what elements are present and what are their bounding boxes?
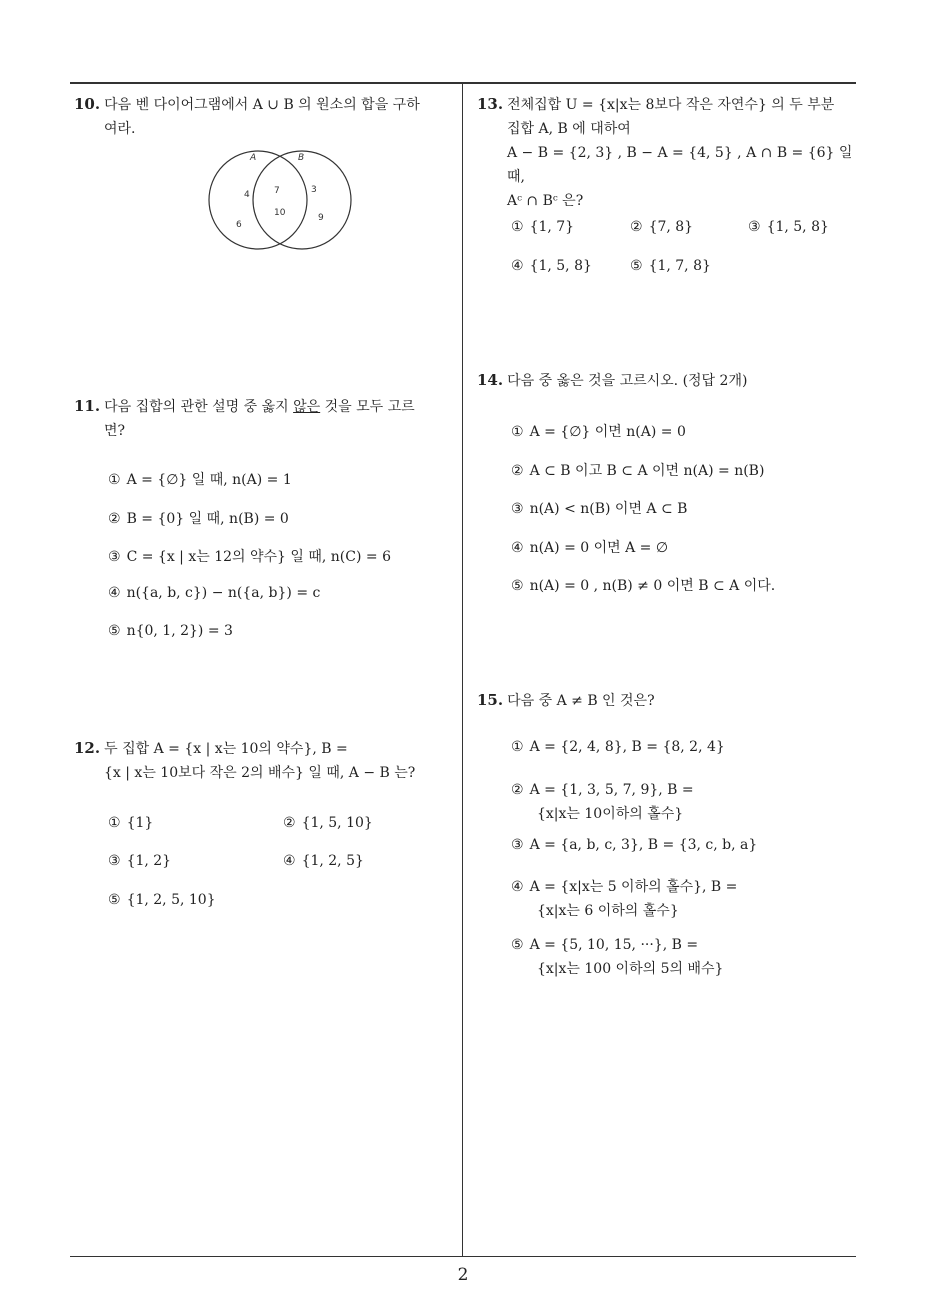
venn-value: 4	[244, 190, 250, 200]
option-marker: ⑤	[108, 892, 121, 908]
option-marker: ①	[511, 219, 524, 235]
question-13	[477, 92, 857, 213]
column-divider	[462, 82, 463, 1257]
option-marker: ②	[108, 511, 121, 527]
question-number: 13.	[477, 95, 504, 113]
option-3[interactable]	[511, 837, 757, 853]
option-text: {1, 7}	[529, 219, 575, 235]
question-text-cont: 집합 A, B 에 대하여	[507, 121, 631, 137]
option-marker: ④	[511, 879, 524, 895]
question-11	[74, 394, 459, 443]
question-text-cont: Aᶜ ∩ Bᶜ 은?	[507, 193, 584, 209]
option-text: {1, 5, 8}	[766, 219, 829, 235]
question-number: 12.	[74, 739, 101, 757]
option-4[interactable]	[511, 537, 668, 557]
option-marker: ④	[511, 540, 524, 556]
option-text-cont: {x|x는 100 이하의 5의 배수}	[537, 961, 724, 977]
option-marker: ①	[511, 739, 524, 755]
option-5[interactable]	[108, 892, 216, 908]
option-2[interactable]	[511, 778, 694, 826]
set-a-circle	[209, 151, 307, 249]
top-rule	[70, 82, 856, 84]
question-12	[74, 736, 459, 785]
option-text: n(A) = 0 이면 A = ∅	[529, 540, 669, 556]
option-marker: ②	[630, 219, 643, 235]
question-text: 다음 벤 다이어그램에서 A ∪ B 의 원소의 합을 구하	[104, 97, 420, 113]
venn-value: 10	[274, 208, 286, 218]
option-2[interactable]	[108, 508, 289, 528]
option-4[interactable]	[108, 585, 320, 601]
option-4[interactable]	[283, 853, 364, 869]
venn-value: 9	[318, 213, 324, 223]
option-text: {1, 2, 5}	[301, 853, 364, 869]
option-text: C = {x | x는 12의 약수} 일 때, n(C) = 6	[126, 549, 391, 565]
option-2[interactable]	[283, 815, 373, 831]
question-10	[74, 92, 459, 141]
question-text: 전체집합 U = {x|x는 8보다 작은 자연수} 의 두 부분	[507, 97, 835, 113]
option-2[interactable]	[511, 460, 764, 480]
option-marker: ④	[511, 258, 524, 274]
option-marker: ④	[283, 853, 296, 869]
option-marker: ④	[108, 585, 121, 601]
option-text: n(A) < n(B) 이면 A ⊂ B	[529, 501, 688, 517]
option-text: A = {∅} 일 때, n(A) = 1	[126, 472, 292, 488]
option-text-cont: {x|x는 10이하의 홀수}	[537, 806, 684, 822]
question-number: 11.	[74, 397, 101, 415]
option-3[interactable]	[511, 498, 687, 518]
question-14	[477, 368, 857, 393]
question-text: 다음 중 옳은 것을 고르시오. (정답 2개)	[507, 373, 748, 389]
venn-value: 3	[311, 185, 317, 195]
option-text: {1, 5, 10}	[301, 815, 373, 831]
option-3[interactable]	[108, 853, 171, 869]
underlined-word: 않은	[293, 399, 321, 415]
option-marker: ③	[748, 219, 761, 235]
question-15	[477, 688, 857, 713]
option-1[interactable]	[108, 815, 153, 831]
option-marker: ③	[108, 853, 121, 869]
option-marker: ①	[108, 472, 121, 488]
option-text: B = {0} 일 때, n(B) = 0	[126, 511, 289, 527]
question-number: 15.	[477, 691, 504, 709]
option-text: {1}	[126, 815, 154, 831]
question-number: 14.	[477, 371, 504, 389]
option-text: A ⊂ B 이고 B ⊂ A 이면 n(A) = n(B)	[529, 463, 765, 479]
question-text: 것을 모두 고르	[320, 399, 415, 415]
option-1[interactable]	[511, 219, 574, 235]
option-1[interactable]	[511, 421, 686, 441]
option-text-cont: {x|x는 6 이하의 홀수}	[537, 903, 679, 919]
venn-diagram	[200, 148, 360, 258]
option-text: {1, 2, 5, 10}	[126, 892, 216, 908]
option-marker: ⑤	[511, 578, 524, 594]
option-1[interactable]	[108, 469, 292, 489]
option-1[interactable]	[511, 739, 725, 755]
option-marker: ③	[108, 549, 121, 565]
option-text: {7, 8}	[648, 219, 694, 235]
option-text: n(A) = 0 , n(B) ≠ 0 이면 B ⊂ A 이다.	[529, 578, 776, 594]
page-number: 2	[457, 1265, 469, 1285]
option-marker: ⑤	[108, 623, 121, 639]
option-text: A = {x|x는 5 이하의 홀수}, B =	[529, 879, 738, 895]
set-a-label: A	[250, 153, 257, 163]
question-number: 10.	[74, 95, 101, 113]
option-text: A = {1, 3, 5, 7, 9}, B =	[529, 782, 694, 798]
option-marker: ③	[511, 837, 524, 853]
option-4[interactable]	[511, 258, 592, 274]
option-2[interactable]	[630, 219, 693, 235]
option-marker: ②	[511, 782, 524, 798]
set-b-label: B	[298, 153, 305, 163]
option-marker: ⑤	[630, 258, 643, 274]
option-marker: ⑤	[511, 937, 524, 953]
option-marker: ①	[108, 815, 121, 831]
option-text: A = {5, 10, 15, ···}, B =	[529, 937, 699, 953]
question-text-cont: {x | x는 10보다 작은 2의 배수} 일 때, A − B 는?	[104, 765, 416, 781]
question-text-cont: 여라.	[104, 121, 136, 137]
option-text: n{0, 1, 2}) = 3	[126, 623, 233, 639]
question-text: 다음 중 A ≠ B 인 것은?	[507, 693, 655, 709]
option-text: {1, 2}	[126, 853, 172, 869]
question-text: 다음 집합의 관한 설명 중 옳지	[104, 399, 294, 415]
option-text: {1, 7, 8}	[648, 258, 711, 274]
option-5[interactable]	[511, 933, 723, 981]
option-4[interactable]	[511, 875, 737, 923]
question-text-cont: A − B = {2, 3} , B − A = {4, 5} , A ∩ B = {6} 일 때,	[507, 145, 853, 185]
option-marker: ②	[283, 815, 296, 831]
option-text: A = {2, 4, 8}, B = {8, 2, 4}	[529, 739, 725, 755]
question-text-cont: 면?	[104, 423, 126, 439]
option-5[interactable]	[108, 623, 233, 639]
option-text: {1, 5, 8}	[529, 258, 592, 274]
set-b-circle	[253, 151, 351, 249]
bottom-rule	[70, 1256, 856, 1257]
option-marker: ②	[511, 463, 524, 479]
option-5[interactable]	[630, 258, 711, 274]
option-3[interactable]	[748, 219, 829, 235]
option-text: n({a, b, c}) − n({a, b}) = c	[126, 585, 321, 601]
question-text: 두 집합 A = {x | x는 10의 약수}, B =	[104, 741, 348, 757]
venn-value: 7	[274, 186, 280, 196]
option-marker: ①	[511, 424, 524, 440]
option-text: A = {a, b, c, 3}, B = {3, c, b, a}	[529, 837, 758, 853]
option-text: A = {∅} 이면 n(A) = 0	[529, 424, 686, 440]
option-marker: ③	[511, 501, 524, 517]
option-5[interactable]	[511, 575, 775, 595]
option-3[interactable]	[108, 546, 391, 566]
venn-value: 6	[236, 220, 242, 230]
